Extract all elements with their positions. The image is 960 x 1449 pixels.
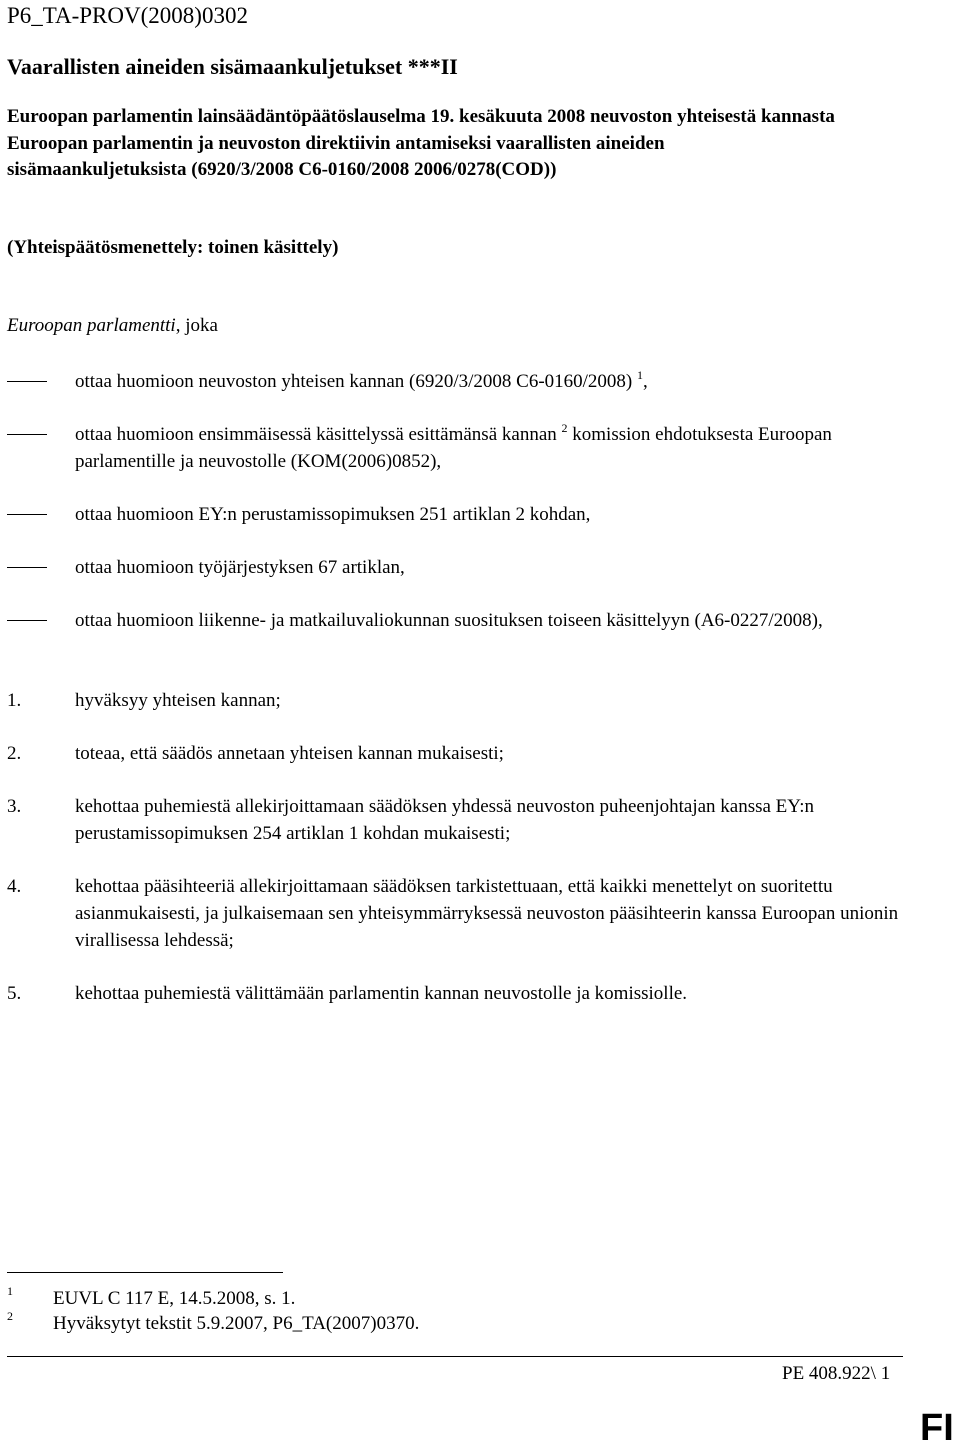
citation-text: ottaa huomioon liikenne- ja matkailuvaliokunnan suosituksen toiseen käsittelyyn (A6-0227/2008), (75, 610, 823, 631)
paragraph-text: toteaa, että säädös annetaan yhteisen kannan mukaisesti; (75, 743, 504, 764)
paragraph-number: 5. (7, 983, 22, 1004)
citation-text-continued: komission ehdotuksesta Euroopan parlamentille ja neuvostolle (KOM(2006)0852), (75, 424, 832, 472)
paragraph-text: kehottaa pääsihteeriä allekirjoittamaan säädöksen tarkistettuaan, että kaikki menettelyt on suoritettu asianmukaisesti, ja julkaisemaan sen yhteisymmärryksessä neuvoston pääsihteerin kanssa Euroopan unionin virallisessa lehdessä; (75, 876, 899, 951)
dash-bullet (7, 620, 47, 621)
paragraph-number: 3. (7, 796, 22, 817)
dash-bullet (7, 514, 47, 515)
document-title: Vaarallisten aineiden sisämaankuljetukset ***II (7, 54, 458, 79)
footnote-1 (7, 1284, 296, 1310)
footnote-text: EUVL C 117 E, 14.5.2008, s. 1. (53, 1288, 296, 1309)
footnote-number: 2 (7, 1309, 13, 1323)
footnote-number: 1 (7, 1284, 13, 1298)
paragraph-text: hyväksyy yhteisen kannan; (75, 690, 281, 711)
intro-subject: Euroopan parlamentti (7, 315, 176, 336)
dash-bullet (7, 381, 47, 382)
paragraph-2 (7, 740, 907, 767)
paragraph-3 (7, 793, 907, 847)
citation-text: ottaa huomioon neuvoston yhteisen kannan (6920/3/2008 C6-0160/2008) (75, 371, 633, 392)
footnote-2 (7, 1309, 420, 1335)
citation-1 (7, 368, 907, 395)
citation-3 (7, 501, 907, 528)
dash-bullet (7, 434, 47, 435)
procedure-note: (Yhteispäätösmenettely: toinen käsittely) (7, 237, 339, 258)
document-id: P6_TA-PROV(2008)0302 (7, 3, 248, 28)
resolution-heading: Euroopan parlamentin lainsäädäntöpäätöslauselma 19. kesäkuuta 2008 neuvoston yhteisestä kannasta Euroopan parlamentin ja neuvoston direktiivin antamiseksi vaarallisten aineiden sisämaankuljetuksista (6920/3/2008 C6-0160/2008 2006/0278(COD)) (7, 106, 835, 180)
language-code: FI (920, 1407, 954, 1449)
citation-text: ottaa huomioon EY:n perustamissopimuksen 251 artiklan 2 kohdan, (75, 504, 591, 525)
citation-tail: , (643, 371, 648, 392)
paragraph-text: kehottaa puhemiestä allekirjoittamaan säädöksen yhdessä neuvoston puheenjohtajan kanssa EY:n perustamissopimuksen 254 artiklan 1 kohdan mukaisesti; (75, 796, 815, 844)
paragraph-text: kehottaa puhemiestä välittämään parlamentin kannan neuvostolle ja komissiolle. (75, 983, 688, 1004)
footnote-text: Hyväksytyt tekstit 5.9.2007, P6_TA(2007)0370. (53, 1313, 420, 1334)
intro-line (7, 313, 218, 339)
citation-text: ottaa huomioon ensimmäisessä käsittelyssä esittämänsä kannan (75, 424, 557, 445)
paragraph-number: 1. (7, 690, 22, 711)
paragraph-number: 2. (7, 743, 22, 764)
citation-5 (7, 607, 907, 634)
footnote-separator (7, 1272, 283, 1273)
paragraph-5 (7, 980, 907, 1007)
citation-text: ottaa huomioon työjärjestyksen 67 artiklan, (75, 557, 405, 578)
intro-rest: , joka (175, 315, 218, 336)
dash-bullet (7, 567, 47, 568)
page-reference: PE 408.922\ 1 (782, 1363, 891, 1384)
paragraph-number: 4. (7, 876, 22, 897)
footnote-ref[interactable]: 2 (561, 421, 568, 435)
footer-rule (7, 1356, 903, 1357)
citation-4 (7, 554, 907, 581)
paragraph-4 (7, 873, 907, 954)
citation-2 (7, 421, 907, 475)
footnote-ref[interactable]: 1 (637, 368, 644, 382)
paragraph-1 (7, 687, 907, 714)
